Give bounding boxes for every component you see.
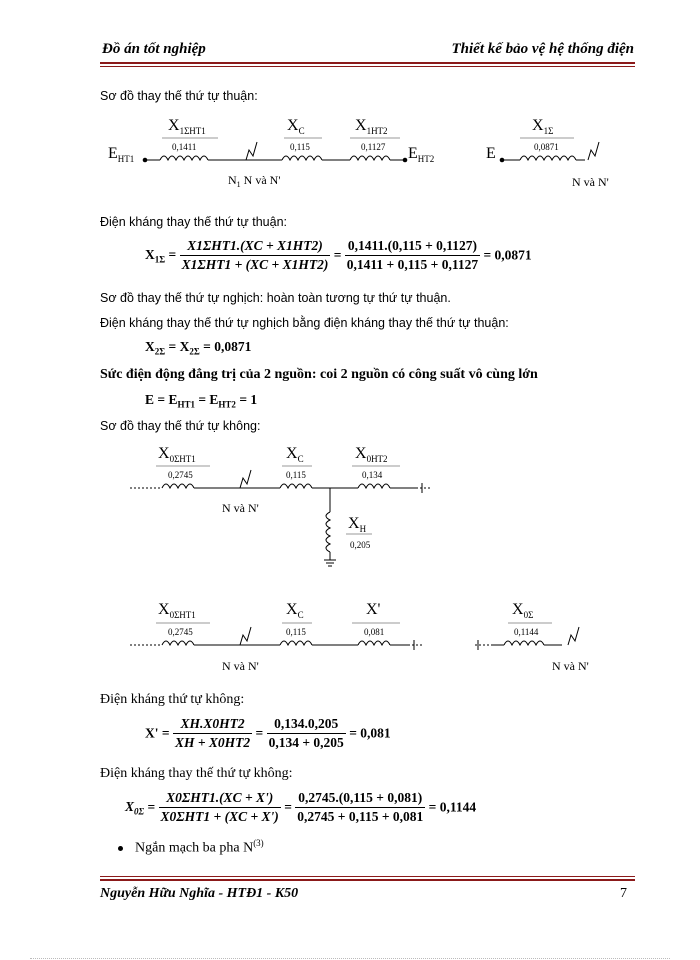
label-xc: $X_C$ <box>287 117 305 136</box>
positive-seq-diagram <box>100 108 640 198</box>
label-fault-left: $N_1$ N và N' <box>228 173 281 189</box>
node-eht1 <box>143 158 148 163</box>
label-x1ht1: $X_{1\Sigma HT1}$ <box>168 117 206 136</box>
header-rule-thick <box>100 62 635 64</box>
label-eht1: $E_{HT1}$ <box>108 145 135 164</box>
zero-reactance-title-1: Điện kháng thứ tự không: <box>100 692 245 707</box>
value-x1sigma: 0,0871 <box>534 142 559 152</box>
label-x1sigma: $X_{1\Sigma}$ <box>532 117 554 136</box>
label-xc-zero: $X_C$ <box>286 445 304 464</box>
label-e: E <box>486 145 496 162</box>
value-x1ht1: 0,1411 <box>172 142 197 152</box>
negative-reactance-text: Điện kháng thay thế thứ tự nghịch bằng điện kháng thay thế thứ tự thuận: <box>100 316 509 330</box>
label-x0sigma: $X_{0\Sigma}$ <box>512 601 534 620</box>
zero-diagram-title: Sơ đồ thay thế thứ tự không: <box>100 419 261 433</box>
label-fault-zero-1: N và N' <box>222 501 259 515</box>
node-eht2 <box>403 158 408 163</box>
formula-xprime-symbolic: $\frac{XH.X0HT2}{XH + X0HT2}$ <box>174 716 251 750</box>
value-xc-zero-b: 0,115 <box>286 627 306 637</box>
zero-seq-diagram-2 <box>100 590 640 685</box>
formula-x1sigma-symbolic: $\frac{\text{X1ΣHT1.(XC + X1HT2)}}{\text{X1ΣHT1 + (XC + X1HT2)}}$ <box>181 238 329 272</box>
label-x0ht1-b: $X_{0\Sigma HT1}$ <box>158 601 196 620</box>
formula-x0sigma-symbolic: $\frac{\text{X0ΣHT1.(XC + X')}}{\text{X0ΣHT1 + (XC + X')}}$ <box>160 790 279 824</box>
emf-title: Sức điện động đẳng trị của 2 nguồn: coi 2 nguồn có công suất vô cùng lớn <box>100 367 538 382</box>
formula-x1sigma-numeric: $\frac{0,1411.(0,115 + 0,1127)}{0,1411 + 0,115 + 0,1127}$ <box>346 238 479 272</box>
value-xprime: 0,081 <box>364 627 385 637</box>
label-x0ht2: $X_{0HT2}$ <box>355 445 388 464</box>
value-xh: 0,205 <box>350 540 371 550</box>
value-xc: 0,115 <box>290 142 310 152</box>
formula-emf: $E = E_{HT1} = E_{HT2} = 1$ <box>145 392 258 410</box>
value-x1ht2: 0,1127 <box>361 142 386 152</box>
positive-diagram-title: Sơ đồ thay thế thứ tự thuận: <box>100 89 258 103</box>
label-xprime: X' <box>366 601 381 618</box>
label-x0ht1: $X_{0\Sigma HT1}$ <box>158 445 196 464</box>
label-fault-zero-2: N và N' <box>222 659 259 673</box>
formula-x1sigma-lhs: $X_{1\Sigma}$ = <box>145 246 177 265</box>
zero-seq-diagram-1 <box>100 436 640 586</box>
formula-x2sigma-result: 0,0871 <box>214 339 252 354</box>
formula-x0sigma: $X_{0\Sigma}$ = $\frac{\text{X0ΣHT1.(XC + X')}}{\text{X0ΣHT1 + (XC + X')}}$ = $\frac{0,2745.(0,115 + 0,081)}{0,2745 + 0,115 + 0,081}$ = 0,1144 <box>125 790 477 824</box>
label-x1ht2: $X_{1HT2}$ <box>355 117 388 136</box>
positive-reactance-title: Điện kháng thay thế thứ tự thuận: <box>100 215 287 229</box>
header-right: Thiết kế bảo vệ hệ thống điện <box>451 41 634 57</box>
value-x0ht1-b: 0,2745 <box>168 627 193 637</box>
formula-x0sigma-result: 0,1144 <box>439 799 477 815</box>
header-rule-thin <box>100 66 635 67</box>
value-x0ht2: 0,134 <box>362 470 383 480</box>
formula-xprime-result: 0,081 <box>360 725 391 741</box>
footer-rule-thick <box>100 879 635 881</box>
label-xh: $X_H$ <box>348 515 367 534</box>
header-left: Đồ án tốt nghiệp <box>102 41 206 57</box>
bullet-sup: (3) <box>253 838 264 848</box>
label-fault-right: N và N' <box>572 175 609 189</box>
label-xc-zero-b: $X_C$ <box>286 601 304 620</box>
negative-diagram-text: Sơ đồ thay thế thứ tự nghịch: hoàn toàn tương tự thứ tự thuận. <box>100 291 451 305</box>
value-x0ht1: 0,2745 <box>168 470 193 480</box>
page-bottom-divider <box>30 958 670 959</box>
bullet-item <box>118 838 264 857</box>
bullet-dot-icon <box>118 846 123 851</box>
footer-author: Nguyễn Hữu Nghĩa - HTĐ1 - K50 <box>100 886 299 901</box>
zero-reactance-title-2: Điện kháng thay thế thứ tự không: <box>100 766 293 781</box>
value-xc-zero: 0,115 <box>286 470 306 480</box>
bullet-text: Ngắn mạch ba pha N <box>135 840 254 856</box>
formula-x1sigma-result: 0,0871 <box>494 247 532 263</box>
formula-xprime-numeric: $\frac{0,134.0,205}{0,134 + 0,205}$ <box>268 716 344 750</box>
value-x0sigma: 0,1144 <box>514 627 539 637</box>
formula-emf-result: 1 <box>250 392 258 407</box>
label-fault-zero-3: N và N' <box>552 659 589 673</box>
formula-x2sigma: $X_{2\Sigma} = X_{2\Sigma} = 0,0871$ <box>145 339 252 357</box>
page-number: 7 <box>620 886 627 901</box>
formula-x1sigma: $X_{1\Sigma}$ = $\frac{\text{X1ΣHT1.(XC + X1HT2)}}{\text{X1ΣHT1 + (XC + X1HT2)}}$ = $\frac{0,1411.(0,115 + 0,1127)}{0,1411 + 0,115 + 0,1127}$ = 0,0871 <box>145 238 532 272</box>
formula-xprime: X' = $\frac{XH.X0HT2}{XH + X0HT2}$ = $\frac{0,134.0,205}{0,134 + 0,205}$ = 0,081 <box>145 716 391 750</box>
label-eht2: $E_{HT2}$ <box>408 145 435 164</box>
node-e <box>500 158 505 163</box>
footer-rule-thin <box>100 876 635 877</box>
formula-x0sigma-numeric: $\frac{0,2745.(0,115 + 0,081)}{0,2745 + 0,115 + 0,081}$ <box>297 790 424 824</box>
